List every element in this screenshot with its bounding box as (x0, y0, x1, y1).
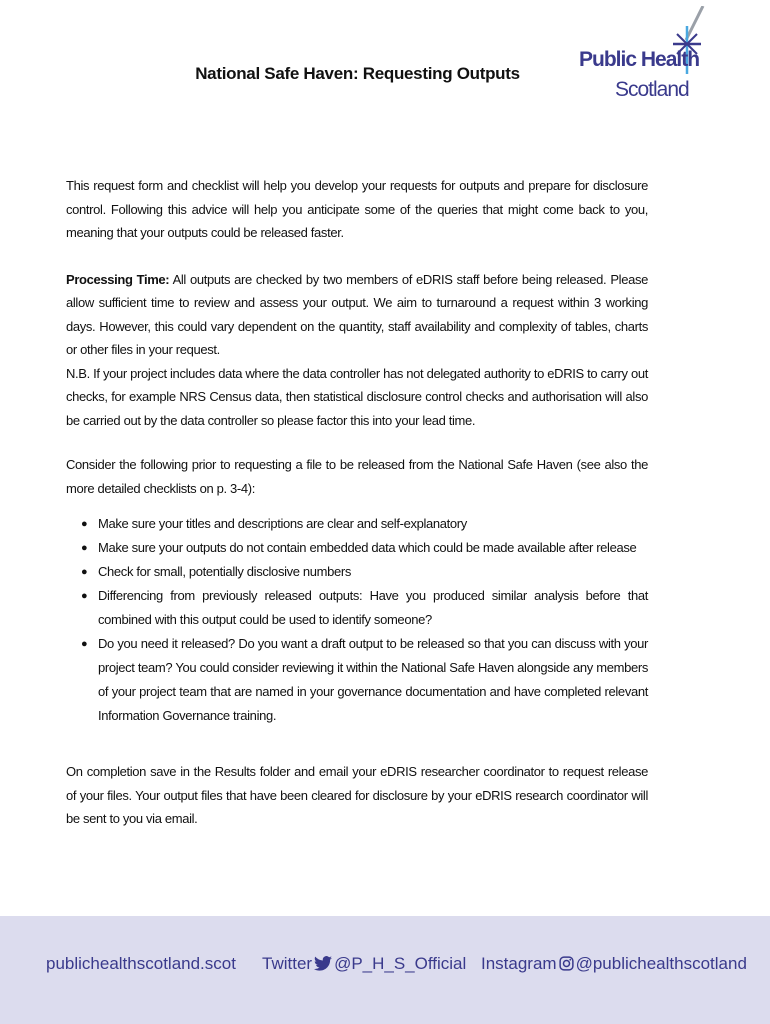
instagram-label: Instagram (481, 954, 557, 973)
consider-paragraph: Consider the following prior to requesting a file to be released from the National Safe Haven (see also the more detailed checklists on p. 3-4): (66, 457, 648, 496)
bullet-icon: ● (81, 542, 88, 554)
twitter-handle: @P_H_S_Official (334, 954, 467, 973)
website-link[interactable]: publichealthscotland.scot (46, 954, 236, 973)
list-item (81, 560, 648, 584)
list-item-text: Check for small, potentially disclosive numbers (98, 564, 352, 579)
list-item (81, 632, 648, 728)
bullet-icon: ● (81, 638, 88, 650)
phs-logo (575, 6, 715, 116)
list-item-text: Do you need it released? Do you want a draft output to be released so that you can discuss with your project team? You could consider reviewing it within the National Safe Haven alongside any members of your project team that are named in your governance documentation and have completed relevant Information Governance training. (98, 636, 648, 723)
bullet-icon: ● (81, 590, 88, 602)
list-item (81, 512, 648, 536)
list-item-text: Make sure your outputs do not contain embedded data which could be made available after release (98, 540, 637, 555)
list-item-text: Make sure your titles and descriptions are clear and self-explanatory (98, 516, 467, 531)
twitter-link[interactable] (262, 954, 466, 974)
processing-text: All outputs are checked by two members of eDRIS staff before being released. Please allow sufficient time to review and assess your output. We aim to turnaround a request within 3 working days. However, this could vary dependent on the quantity, staff availability and complexity of tables, charts or other files in your request. (66, 271, 648, 357)
document-body (66, 174, 648, 831)
instagram-link[interactable] (481, 954, 747, 974)
intro-paragraph: This request form and checklist will help you develop your requests for outputs and prepare for disclosure control. Following this advice will help you anticipate some of the queries that might come back to you, meaning that your outputs could be released faster. (66, 178, 648, 240)
instagram-icon (559, 956, 574, 971)
processing-label: Processing Time: (66, 271, 170, 287)
processing-paragraph (66, 268, 648, 362)
twitter-bird-icon (314, 956, 332, 971)
list-item (81, 584, 648, 632)
instagram-handle: @publichealthscotland (575, 954, 747, 973)
checklist (66, 512, 648, 728)
nb-paragraph: N.B. If your project includes data where the data controller has not delegated authority to eDRIS to carry out checks, for example NRS Census data, then statistical disclosure control checks and authorisation will also be carried out by the data controller so please factor this into your lead time. (66, 365, 648, 428)
page-title: National Safe Haven: Requesting Outputs (195, 64, 520, 83)
list-item (81, 536, 648, 560)
bullet-icon: ● (81, 566, 88, 578)
list-item-text: Differencing from previously released outputs: Have you produced similar analysis before that combined with this output could be used to identify someone? (98, 588, 648, 627)
logo-text-line2: Scotland (615, 78, 689, 101)
logo-text-line1: Public Health (579, 48, 700, 71)
bullet-icon: ● (81, 518, 88, 530)
twitter-label: Twitter (262, 954, 313, 973)
footer-bar (0, 916, 770, 1024)
completion-paragraph: On completion save in the Results folder and email your eDRIS researcher coordinator to request release of your files. Your output files that have been cleared for disclosure by your eDRIS research coordinator will be sent to you via email. (66, 764, 648, 826)
